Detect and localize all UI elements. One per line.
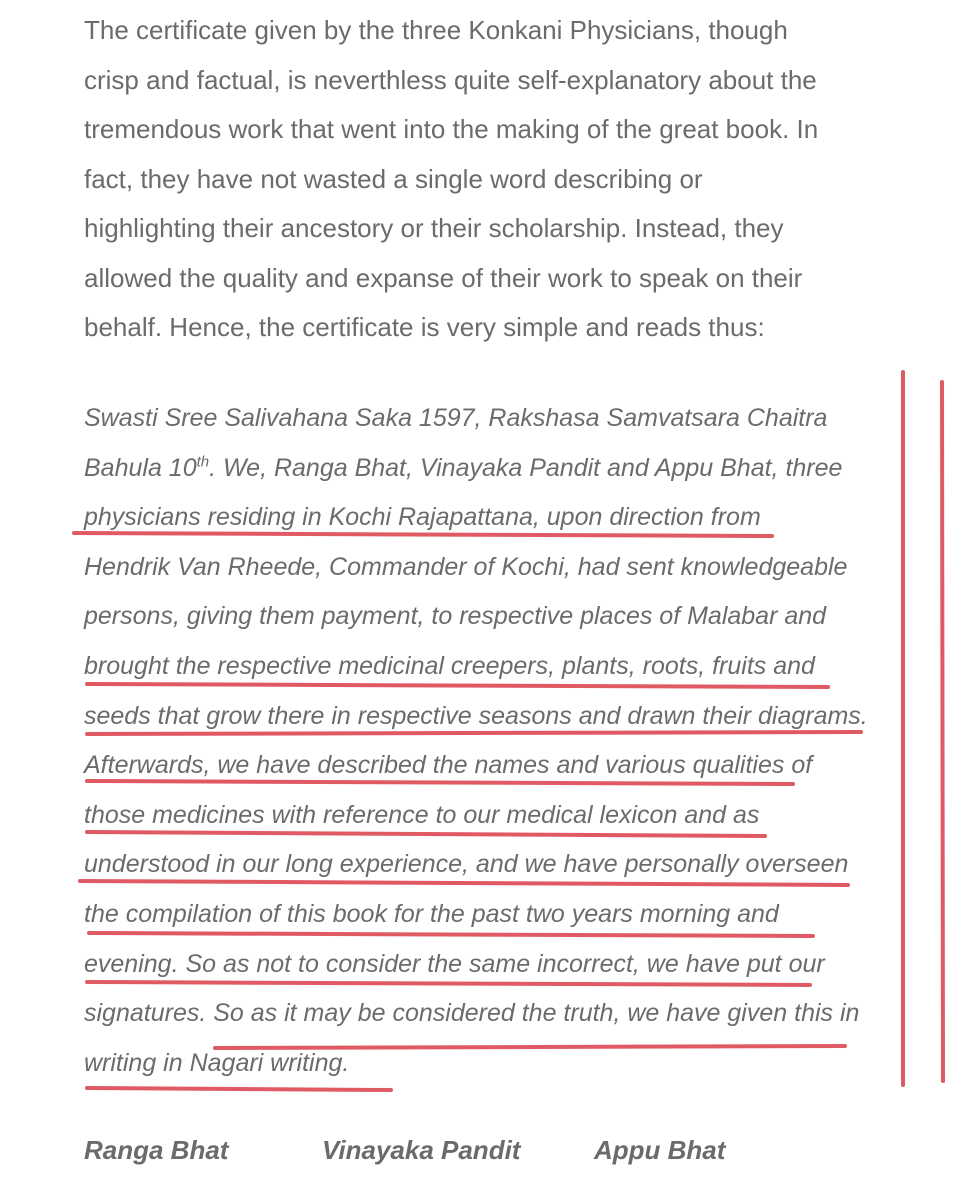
quote-line: Afterwards, we have described the names and various qualities of: [84, 751, 813, 780]
quote-line: understood in our long experience, and we have personally overseen: [84, 850, 849, 879]
intro-line: behalf. Hence, the certificate is very simple and reads thus:: [84, 312, 765, 342]
ordinal-suffix: th: [196, 453, 210, 471]
intro-line: highlighting their ancestory or their scholarship. Instead, they: [84, 213, 784, 243]
quote-text: Bahula 10: [84, 453, 197, 482]
signature-appu-bhat: Appu Bhat: [594, 1135, 726, 1165]
quote-line: writing in Nagari writing.: [84, 1048, 350, 1077]
intro-paragraph: [84, 6, 884, 353]
quote-line: evening. So as not to consider the same incorrect, we have put our: [84, 949, 825, 978]
quote-line: those medicines with reference to our medical lexicon and as: [84, 800, 760, 829]
margin-line-mark: [942, 382, 943, 1081]
quote-line: Hendrik Van Rheede, Commander of Kochi, had sent knowledgeable: [84, 552, 848, 581]
quote-text: . We, Ranga Bhat, Vinayaka Pandit and Appu Bhat, three: [209, 453, 843, 482]
quote-line: seeds that grow there in respective seasons and drawn their diagrams.: [84, 701, 868, 730]
signature-row: [84, 1135, 884, 1175]
signature-ranga-bhat: Ranga Bhat: [84, 1135, 229, 1165]
quote-line: [84, 444, 884, 494]
quote-line: the compilation of this book for the past two years morning and: [84, 899, 779, 928]
certificate-quote: [84, 394, 884, 1088]
signature-vinayaka-pandit: Vinayaka Pandit: [322, 1135, 521, 1165]
intro-line: The certificate given by the three Konkani Physicians, though: [84, 15, 788, 45]
intro-line: tremendous work that went into the making of the great book. In: [84, 114, 819, 144]
intro-line: crisp and factual, is neverthless quite self-explanatory about the: [84, 64, 817, 95]
intro-line: allowed the quality and expanse of their work to speak on their: [84, 262, 803, 293]
quote-line: persons, giving them payment, to respective places of Malabar and: [84, 602, 827, 631]
quote-line: signatures. So as it may be considered the truth, we have given this in: [84, 999, 860, 1028]
intro-line: fact, they have not wasted a single word describing or: [84, 163, 703, 194]
quote-line: Swasti Sree Salivahana Saka 1597, Rakshasa Samvatsara Chaitra: [84, 404, 828, 432]
quote-line: physicians residing in Kochi Rajapattana, upon direction from: [84, 503, 761, 532]
quote-line: brought the respective medicinal creepers, plants, roots, fruits and: [84, 651, 815, 680]
